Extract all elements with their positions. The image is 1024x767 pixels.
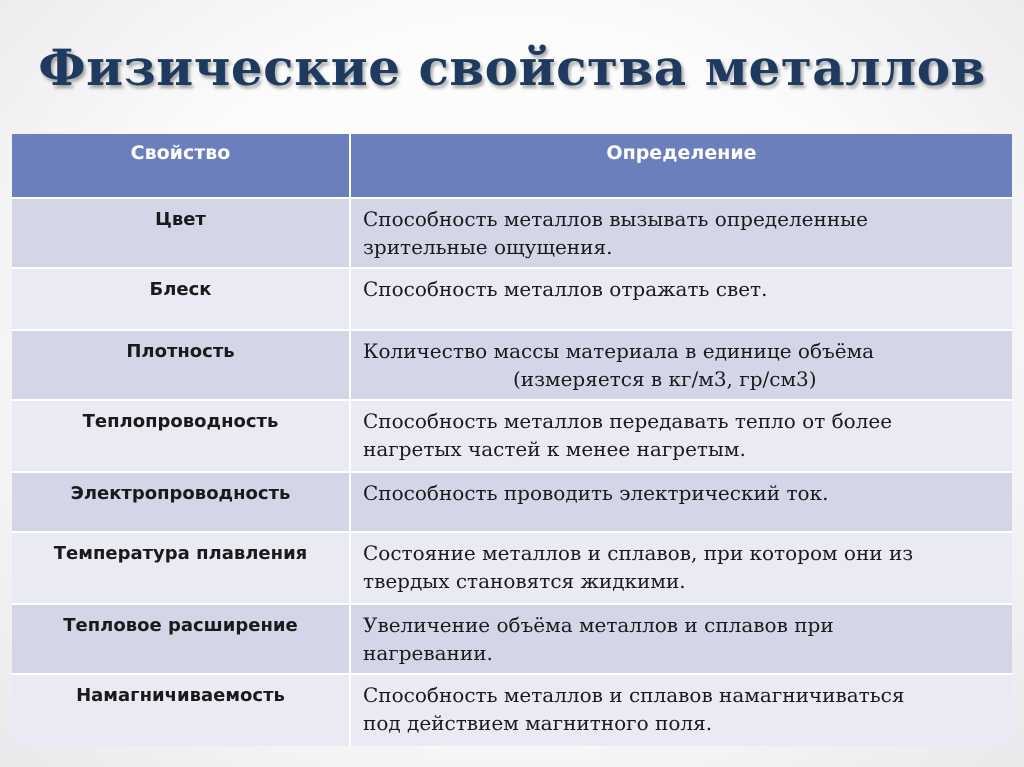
definition-cell (350, 472, 1012, 532)
table-row (12, 330, 1012, 400)
definition-cell (350, 604, 1012, 674)
header-property: Свойство (12, 134, 350, 198)
definition-line: нагревании. (363, 641, 493, 665)
property-cell: Теплопроводность (12, 400, 350, 472)
definition-cell (350, 198, 1012, 268)
table-row (12, 532, 1012, 604)
header-definition: Определение (350, 134, 1012, 198)
table-row (12, 674, 1012, 746)
definition-cell (350, 268, 1012, 330)
table-row (12, 400, 1012, 472)
definition-line: Увеличение объёма металлов и сплавов при (363, 613, 834, 637)
definition-line: Способность металлов отражать свет. (363, 277, 768, 301)
definition-line: под действием магнитного поля. (363, 711, 713, 735)
definition-line: Состояние металлов и сплавов, при котором они из (363, 541, 914, 565)
table-row (12, 472, 1012, 532)
definition-cell (350, 400, 1012, 472)
table-row (12, 198, 1012, 268)
definition-line: Способность проводить электрический ток. (363, 481, 829, 505)
definition-line: (измеряется в кг/м3, гр/см3) (513, 367, 817, 391)
definition-cell (350, 532, 1012, 604)
property-cell: Температура плавления (12, 532, 350, 604)
definition-cell (350, 330, 1012, 400)
definition-line: Способность металлов и сплавов намагничиваться (363, 683, 905, 707)
property-cell: Тепловое расширение (12, 604, 350, 674)
slide-title: Физические свойства металлов (38, 38, 986, 97)
definition-line: Способность металлов вызывать определенные (363, 207, 868, 231)
definition-line: зрительные ощущения. (363, 235, 613, 259)
definition-cell (350, 674, 1012, 746)
definition-line: нагретых частей к менее нагретым. (363, 437, 746, 461)
property-cell: Намагничиваемость (12, 674, 350, 746)
definition-line: твердых становятся жидкими. (363, 569, 686, 593)
table-row (12, 604, 1012, 674)
definition-line: Количество массы материала в единице объёма (363, 339, 875, 363)
table-row (12, 268, 1012, 330)
property-cell: Плотность (12, 330, 350, 400)
properties-table-container (12, 134, 1012, 746)
property-cell: Блеск (12, 268, 350, 330)
definition-line: Способность металлов передавать тепло от более (363, 409, 893, 433)
table-header-row (12, 134, 1012, 198)
property-cell: Электропроводность (12, 472, 350, 532)
property-cell: Цвет (12, 198, 350, 268)
properties-table (12, 134, 1012, 746)
